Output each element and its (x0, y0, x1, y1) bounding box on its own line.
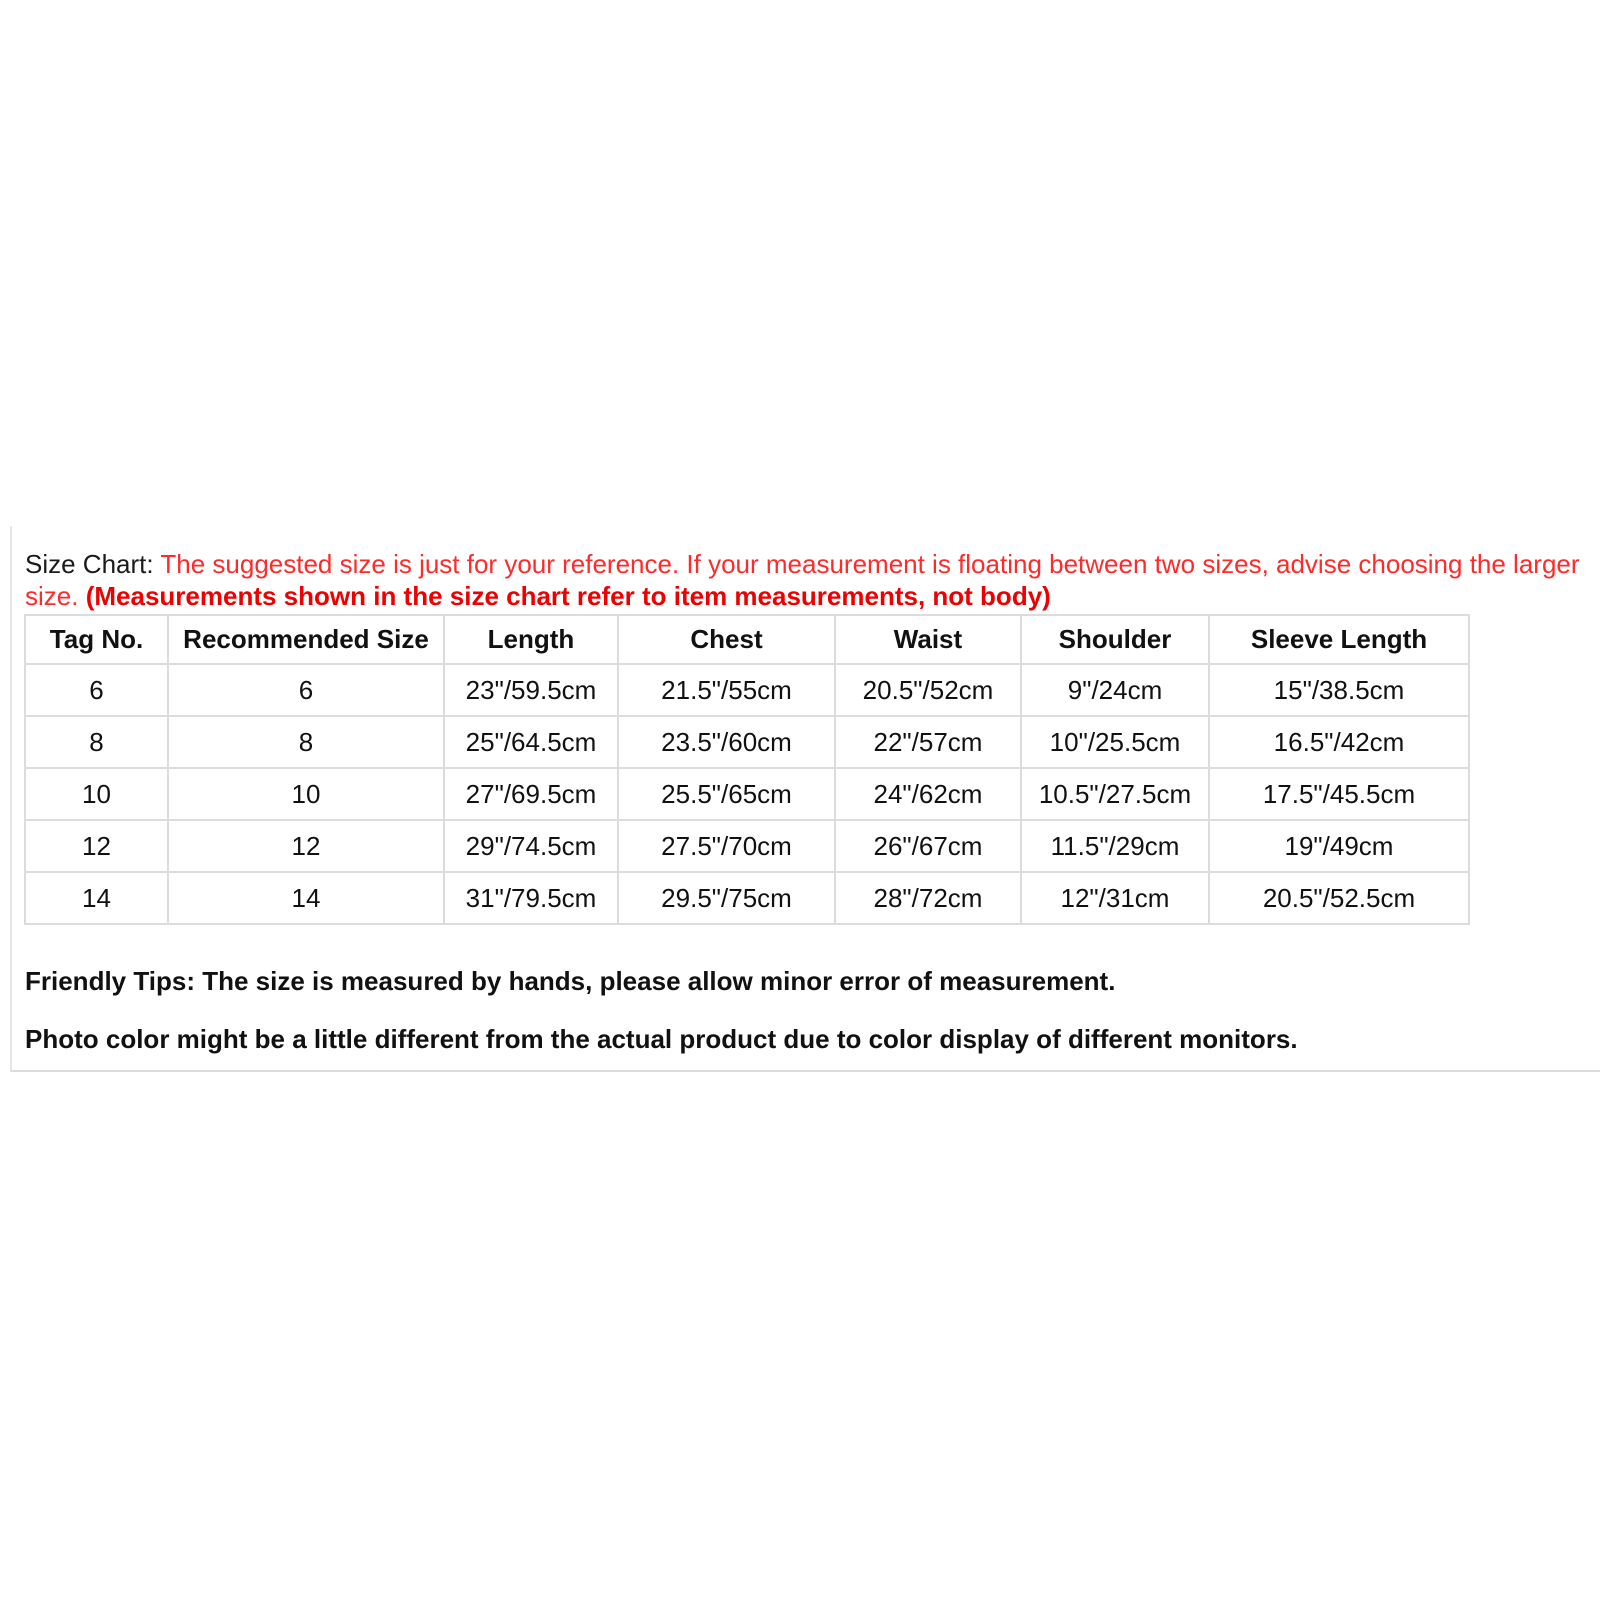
cell-sleeve-length: 16.5"/42cm (1209, 716, 1469, 768)
cell-recommended-size: 12 (168, 820, 444, 872)
table-row (25, 872, 1469, 924)
header-shoulder: Shoulder (1021, 615, 1209, 664)
size-reference-note: The suggested size is just for your reference. If your measurement is floating between two sizes, advise choosing the larger size. (25, 549, 1580, 611)
cell-shoulder: 10"/25.5cm (1021, 716, 1209, 768)
friendly-tips: Friendly Tips: The size is measured by hands, please allow minor error of measurement. (25, 966, 1116, 996)
cell-tag-no: 12 (25, 820, 168, 872)
cell-waist: 22"/57cm (835, 716, 1021, 768)
cell-sleeve-length: 20.5"/52.5cm (1209, 872, 1469, 924)
cell-chest: 29.5"/75cm (618, 872, 835, 924)
size-chart-label: Size Chart (25, 549, 147, 579)
header-chest: Chest (618, 615, 835, 664)
size-chart-panel (10, 526, 1600, 1072)
cell-tag-no: 10 (25, 768, 168, 820)
size-chart-separator: : (146, 549, 161, 579)
cell-chest: 21.5"/55cm (618, 664, 835, 716)
cell-waist: 20.5"/52cm (835, 664, 1021, 716)
cell-chest: 25.5"/65cm (618, 768, 835, 820)
cell-recommended-size: 14 (168, 872, 444, 924)
cell-recommended-size: 8 (168, 716, 444, 768)
table-row (25, 820, 1469, 872)
cell-chest: 27.5"/70cm (618, 820, 835, 872)
cell-shoulder: 10.5"/27.5cm (1021, 768, 1209, 820)
size-table (24, 614, 1470, 925)
cell-shoulder: 12"/31cm (1021, 872, 1209, 924)
cell-length: 29"/74.5cm (444, 820, 618, 872)
photo-color-note: Photo color might be a little different from the actual product due to color display of different monitors. (25, 1024, 1298, 1054)
cell-shoulder: 9"/24cm (1021, 664, 1209, 716)
size-chart-intro (25, 548, 1595, 612)
cell-length: 25"/64.5cm (444, 716, 618, 768)
cell-tag-no: 14 (25, 872, 168, 924)
header-sleeve-length: Sleeve Length (1209, 615, 1469, 664)
cell-waist: 24"/62cm (835, 768, 1021, 820)
table-header-row (25, 615, 1469, 664)
header-waist: Waist (835, 615, 1021, 664)
cell-sleeve-length: 17.5"/45.5cm (1209, 768, 1469, 820)
cell-chest: 23.5"/60cm (618, 716, 835, 768)
cell-waist: 28"/72cm (835, 872, 1021, 924)
cell-sleeve-length: 19"/49cm (1209, 820, 1469, 872)
table-row (25, 768, 1469, 820)
cell-length: 27"/69.5cm (444, 768, 618, 820)
cell-length: 23"/59.5cm (444, 664, 618, 716)
header-tag-no: Tag No. (25, 615, 168, 664)
cell-recommended-size: 6 (168, 664, 444, 716)
cell-tag-no: 6 (25, 664, 168, 716)
header-length: Length (444, 615, 618, 664)
cell-length: 31"/79.5cm (444, 872, 618, 924)
cell-recommended-size: 10 (168, 768, 444, 820)
cell-tag-no: 8 (25, 716, 168, 768)
cell-waist: 26"/67cm (835, 820, 1021, 872)
table-row (25, 716, 1469, 768)
cell-shoulder: 11.5"/29cm (1021, 820, 1209, 872)
header-recommended-size: Recommended Size (168, 615, 444, 664)
measurement-emphasis-note: (Measurements shown in the size chart refer to item measurements, not body) (85, 581, 1051, 611)
cell-sleeve-length: 15"/38.5cm (1209, 664, 1469, 716)
table-row (25, 664, 1469, 716)
